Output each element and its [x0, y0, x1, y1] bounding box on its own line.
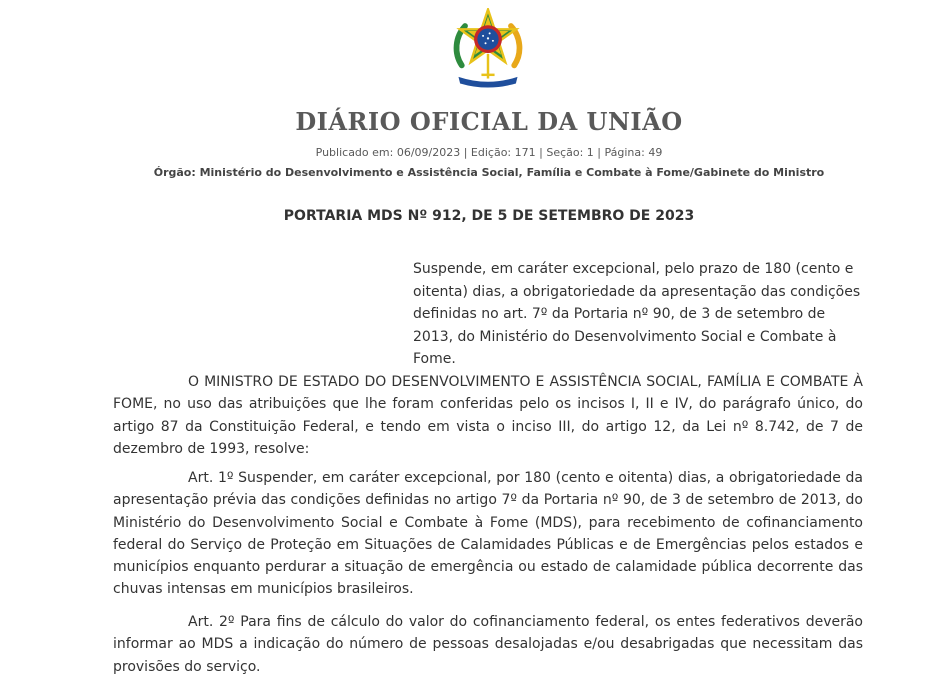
ordinance-summary: Suspende, em caráter excepcional, pelo prazo de 180 (cento e oitenta) dias, a obrigatoriedade da apresentação das condições definidas no art. 7º da Portaria nº 90, de 3 de setembro de 2013, do Ministério do Desenvolvimento Social e Combate à Fome. — [413, 261, 861, 367]
article-2-paragraph: Art. 2º Para fins de cálculo do valor do cofinanciamento federal, os entes federativos deverão informar ao MDS a indicação do número de pessoas desalojadas e/ou desabrigadas que necessitam das provisões do serviço. — [113, 614, 863, 675]
preamble-paragraph: O MINISTRO DE ESTADO DO DESENVOLVIMENTO E ASSISTÊNCIA SOCIAL, FAMÍLIA E COMBATE À FOME, no uso das atribuições que lhe foram conferidas pelo os incisos I, II e IV, do parágrafo único, do artigo 87 da Constituição Federal, e tendo em vista o inciso III, do artigo 12, da Lei nº 8.742, de 7 de dezembro de 1993, resolve: — [113, 374, 863, 457]
publication-info: Publicado em: 06/09/2023 | Edição: 171 | Seção: 1 | Página: 49 — [315, 146, 663, 159]
issuing-agency: Órgão: Ministério do Desenvolvimento e Assistência Social, Família e Combate à Fome/Gabinete do Ministro — [153, 166, 825, 179]
article-1-paragraph: Art. 1º Suspender, em caráter excepcional, por 180 (cento e oitenta) dias, a obrigatoriedade da apresentação prévia das condições definidas no artigo 7º da Portaria nº 90, de 3 de setembro de 2013, do Ministério do Desenvolvimento Social e Combate à Fome (MDS), para recebimento de cofinanciamento federal do Serviço de Proteção em Situações de Calamidades Públicas e de Emergências pelos estados e municípios enquanto perdurar a situação de emergência ou estado de calamidade pública decorrente das chuvas intensas em municípios brasileiros. — [113, 470, 863, 598]
ordinance-heading: PORTARIA MDS Nº 912, DE 5 DE SETEMBRO DE 2023 — [283, 208, 695, 224]
brazil-coat-of-arms-icon — [447, 8, 529, 90]
newspaper-title: DIÁRIO OFICIAL DA UNIÃO — [295, 107, 683, 136]
